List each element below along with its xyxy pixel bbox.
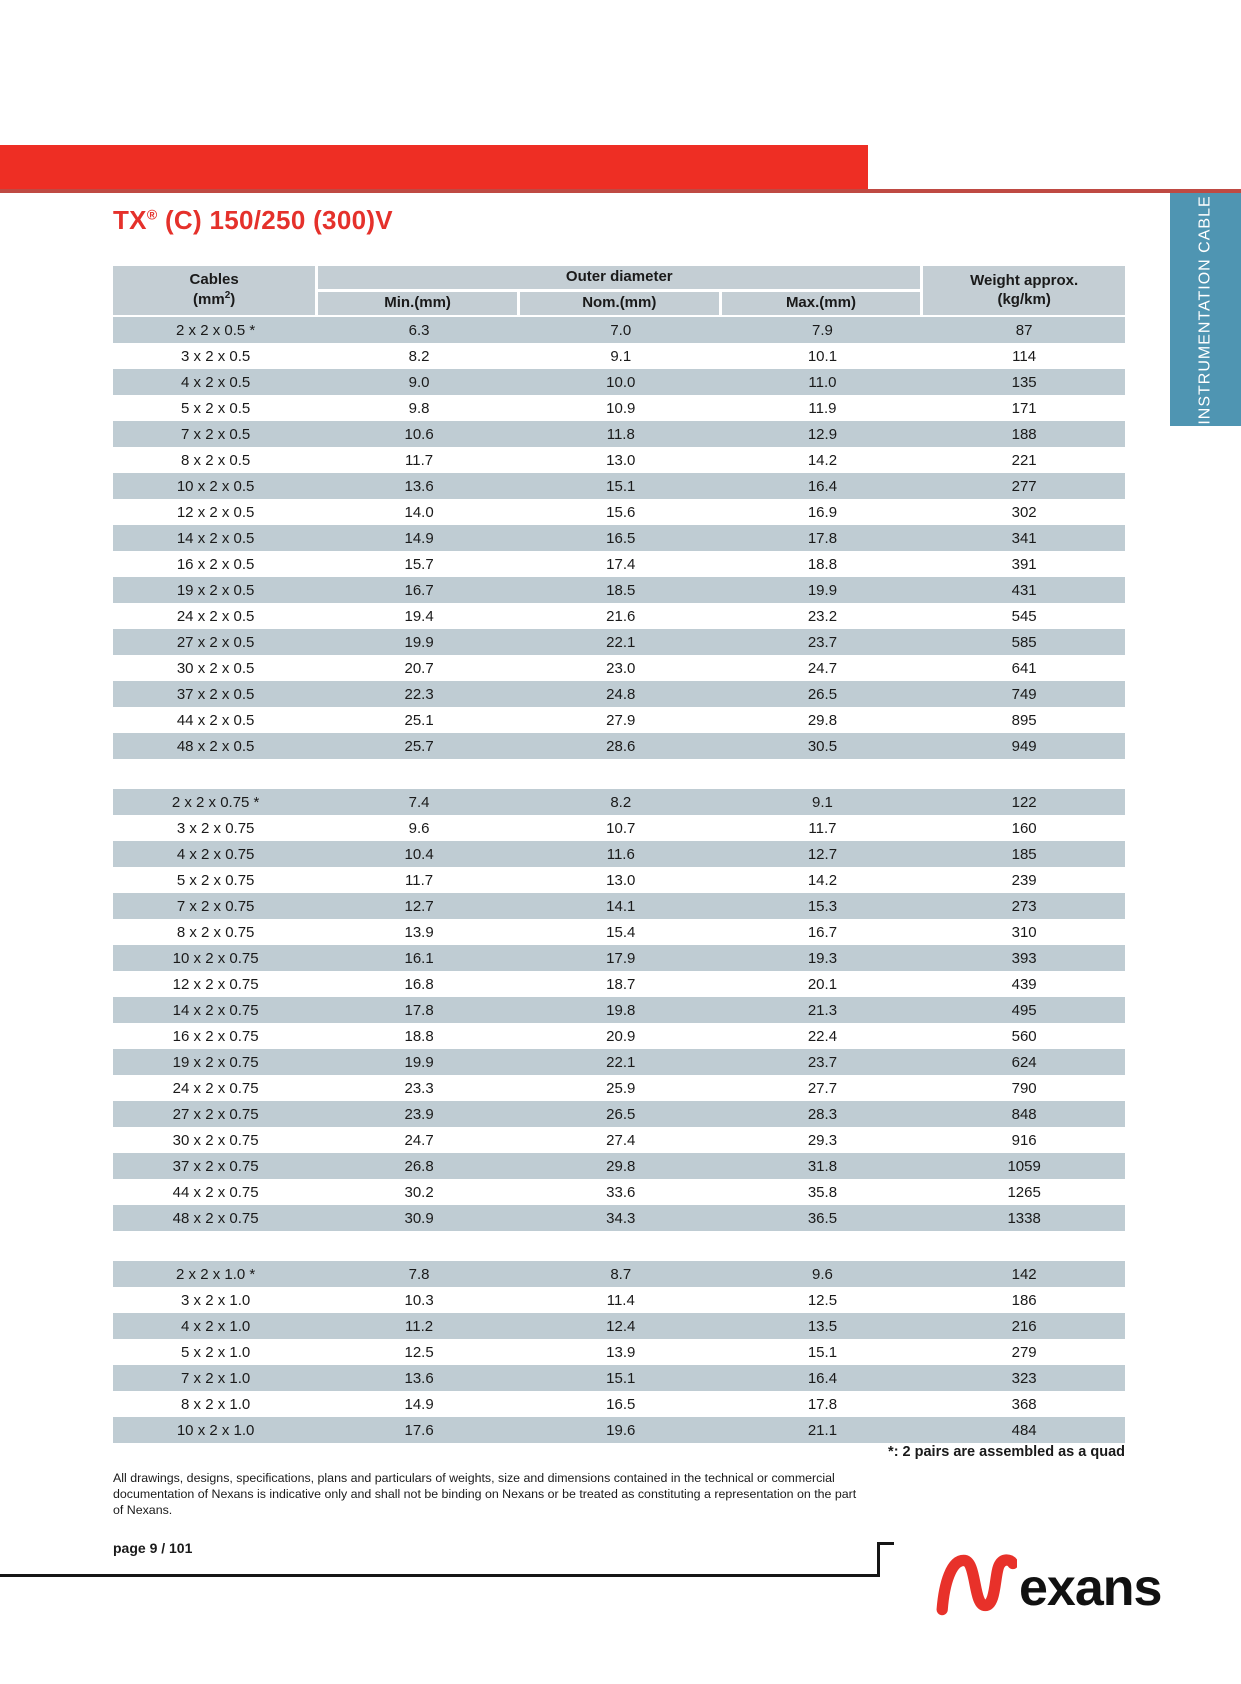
min-diameter-cell: 11.7 [318,447,520,473]
table-row [113,1075,1125,1101]
table-row [113,447,1125,473]
table-row [113,1101,1125,1127]
table-row [113,317,1125,343]
weight-cell: 1338 [923,1205,1125,1231]
table-row [113,473,1125,499]
min-diameter-cell: 17.8 [318,997,520,1023]
table-footnote: *: 2 pairs are assembled as a quad [888,1444,1125,1460]
weight-cell: 1265 [923,1179,1125,1205]
weight-cell: 188 [923,421,1125,447]
table-row [113,603,1125,629]
nom-diameter-cell: 9.1 [520,343,722,369]
max-diameter-cell: 20.1 [722,971,924,997]
weight-cell: 368 [923,1391,1125,1417]
max-diameter-cell: 22.4 [722,1023,924,1049]
nom-diameter-cell: 26.5 [520,1101,722,1127]
max-diameter-cell: 31.8 [722,1153,924,1179]
table-row [113,919,1125,945]
nom-diameter-cell: 27.4 [520,1127,722,1153]
min-diameter-cell: 12.5 [318,1339,520,1365]
min-diameter-cell: 16.7 [318,577,520,603]
nom-diameter-cell: 15.4 [520,919,722,945]
weight-cell: 310 [923,919,1125,945]
cable-size-cell: 27 x 2 x 0.5 [113,629,318,655]
min-diameter-cell: 24.7 [318,1127,520,1153]
min-diameter-cell: 7.4 [318,789,520,815]
max-diameter-cell: 21.1 [722,1417,924,1443]
cable-size-cell: 2 x 2 x 0.5 * [113,317,318,343]
cable-size-cell: 37 x 2 x 0.5 [113,681,318,707]
max-diameter-cell: 11.0 [722,369,924,395]
weight-cell: 391 [923,551,1125,577]
max-diameter-cell: 13.5 [722,1313,924,1339]
nom-diameter-cell: 34.3 [520,1205,722,1231]
cable-size-cell: 27 x 2 x 0.75 [113,1101,318,1127]
min-diameter-cell: 30.2 [318,1179,520,1205]
cable-size-cell: 14 x 2 x 0.75 [113,997,318,1023]
footer-rule-stub [877,1542,894,1545]
cable-size-cell: 3 x 2 x 0.5 [113,343,318,369]
min-diameter-cell: 14.0 [318,499,520,525]
weight-cell: 279 [923,1339,1125,1365]
cable-size-cell: 14 x 2 x 0.5 [113,525,318,551]
cable-size-cell: 44 x 2 x 0.75 [113,1179,318,1205]
cable-size-cell: 19 x 2 x 0.75 [113,1049,318,1075]
nom-diameter-cell: 15.1 [520,473,722,499]
min-diameter-cell: 23.3 [318,1075,520,1101]
min-diameter-cell: 11.7 [318,867,520,893]
weight-cell: 142 [923,1261,1125,1287]
nom-diameter-cell: 23.0 [520,655,722,681]
max-diameter-cell: 12.9 [722,421,924,447]
weight-cell: 790 [923,1075,1125,1101]
weight-cell: 302 [923,499,1125,525]
max-diameter-cell: 16.7 [722,919,924,945]
weight-cell: 949 [923,733,1125,759]
cable-size-cell: 30 x 2 x 0.5 [113,655,318,681]
max-diameter-cell: 28.3 [722,1101,924,1127]
weight-cell: 273 [923,893,1125,919]
nom-diameter-cell: 11.6 [520,841,722,867]
weight-cell: 171 [923,395,1125,421]
column-header-outer-diameter: Outer diameter [318,266,923,292]
table-row [113,655,1125,681]
spec-table-body [113,317,1125,1443]
max-diameter-cell: 16.4 [722,473,924,499]
min-diameter-cell: 8.2 [318,343,520,369]
min-diameter-cell: 16.8 [318,971,520,997]
min-diameter-cell: 23.9 [318,1101,520,1127]
min-diameter-cell: 19.4 [318,603,520,629]
nexans-n-icon [935,1552,1017,1616]
table-row [113,1391,1125,1417]
registered-trademark-icon: ® [146,206,158,223]
weight-cell: 114 [923,343,1125,369]
nom-diameter-cell: 22.1 [520,1049,722,1075]
table-row [113,893,1125,919]
cable-size-cell: 16 x 2 x 0.5 [113,551,318,577]
cable-size-cell: 4 x 2 x 0.75 [113,841,318,867]
max-diameter-cell: 12.7 [722,841,924,867]
max-diameter-cell: 14.2 [722,867,924,893]
weight-cell: 545 [923,603,1125,629]
cable-size-cell: 4 x 2 x 1.0 [113,1313,318,1339]
column-header-max: Max.(mm) [722,292,924,317]
max-diameter-cell: 15.3 [722,893,924,919]
nom-diameter-cell: 20.9 [520,1023,722,1049]
cable-size-cell: 8 x 2 x 1.0 [113,1391,318,1417]
weight-cell: 484 [923,1417,1125,1443]
nom-diameter-cell: 7.0 [520,317,722,343]
max-diameter-cell: 17.8 [722,525,924,551]
header-red-bar [0,145,868,189]
nom-diameter-cell: 16.5 [520,1391,722,1417]
max-diameter-cell: 30.5 [722,733,924,759]
max-diameter-cell: 12.5 [722,1287,924,1313]
max-diameter-cell: 23.7 [722,1049,924,1075]
max-diameter-cell: 9.1 [722,789,924,815]
nom-diameter-cell: 24.8 [520,681,722,707]
weight-cell: 431 [923,577,1125,603]
header-accent-line [0,189,1241,193]
max-diameter-cell: 21.3 [722,997,924,1023]
nom-diameter-cell: 11.8 [520,421,722,447]
weight-cell: 239 [923,867,1125,893]
table-row [113,421,1125,447]
table-row [113,997,1125,1023]
nom-diameter-cell: 17.4 [520,551,722,577]
max-diameter-cell: 16.4 [722,1365,924,1391]
min-diameter-cell: 22.3 [318,681,520,707]
cable-size-cell: 7 x 2 x 1.0 [113,1365,318,1391]
column-header-nom: Nom.(mm) [520,292,722,317]
cable-size-cell: 24 x 2 x 0.75 [113,1075,318,1101]
min-diameter-cell: 12.7 [318,893,520,919]
cable-size-cell: 12 x 2 x 0.5 [113,499,318,525]
cable-spec-table [113,266,1125,1443]
nom-diameter-cell: 8.2 [520,789,722,815]
page-title-prefix: TX [113,205,147,235]
max-diameter-cell: 23.7 [722,629,924,655]
min-diameter-cell: 11.2 [318,1313,520,1339]
column-header-min: Min.(mm) [318,292,520,317]
min-diameter-cell: 13.6 [318,473,520,499]
table-row [113,551,1125,577]
nom-diameter-cell: 29.8 [520,1153,722,1179]
table-row [113,1023,1125,1049]
footer-rule-vertical-step [877,1542,880,1577]
nom-diameter-cell: 10.9 [520,395,722,421]
nom-diameter-cell: 22.1 [520,629,722,655]
nom-diameter-cell: 18.7 [520,971,722,997]
nom-diameter-cell: 27.9 [520,707,722,733]
max-diameter-cell: 24.7 [722,655,924,681]
nom-diameter-cell: 10.0 [520,369,722,395]
max-diameter-cell: 26.5 [722,681,924,707]
nexans-logo-text: exans [1019,1559,1162,1617]
table-row [113,681,1125,707]
table-row [113,1339,1125,1365]
nom-diameter-cell: 16.5 [520,525,722,551]
table-row [113,707,1125,733]
min-diameter-cell: 14.9 [318,525,520,551]
page-title [113,205,393,236]
min-diameter-cell: 13.6 [318,1365,520,1391]
min-diameter-cell: 10.4 [318,841,520,867]
table-row [113,1049,1125,1075]
min-diameter-cell: 10.6 [318,421,520,447]
max-diameter-cell: 14.2 [722,447,924,473]
min-diameter-cell: 14.9 [318,1391,520,1417]
max-diameter-cell: 19.9 [722,577,924,603]
table-row [113,577,1125,603]
nom-diameter-cell: 14.1 [520,893,722,919]
weight-cell: 749 [923,681,1125,707]
min-diameter-cell: 17.6 [318,1417,520,1443]
max-diameter-cell: 15.1 [722,1339,924,1365]
table-row [113,525,1125,551]
table-row [113,841,1125,867]
weight-cell: 916 [923,1127,1125,1153]
table-row [113,1127,1125,1153]
nom-diameter-cell: 15.6 [520,499,722,525]
nom-diameter-cell: 18.5 [520,577,722,603]
table-row [113,1365,1125,1391]
nom-diameter-cell: 19.6 [520,1417,722,1443]
max-diameter-cell: 23.2 [722,603,924,629]
weight-cell: 560 [923,1023,1125,1049]
max-diameter-cell: 18.8 [722,551,924,577]
weight-cell: 641 [923,655,1125,681]
cable-size-cell: 3 x 2 x 1.0 [113,1287,318,1313]
cable-size-cell: 30 x 2 x 0.75 [113,1127,318,1153]
nom-diameter-cell: 13.0 [520,867,722,893]
table-row [113,1417,1125,1443]
cable-size-cell: 8 x 2 x 0.75 [113,919,318,945]
min-diameter-cell: 26.8 [318,1153,520,1179]
nom-diameter-cell: 15.1 [520,1365,722,1391]
cable-size-cell: 8 x 2 x 0.5 [113,447,318,473]
nom-diameter-cell: 25.9 [520,1075,722,1101]
nom-diameter-cell: 21.6 [520,603,722,629]
weight-cell: 87 [923,317,1125,343]
min-diameter-cell: 6.3 [318,317,520,343]
weight-cell: 186 [923,1287,1125,1313]
weight-cell: 393 [923,945,1125,971]
min-diameter-cell: 18.8 [318,1023,520,1049]
nom-diameter-cell: 11.4 [520,1287,722,1313]
section-spacer-row [113,1231,1125,1261]
cable-size-cell: 2 x 2 x 1.0 * [113,1261,318,1287]
cable-size-cell: 3 x 2 x 0.75 [113,815,318,841]
min-diameter-cell: 9.6 [318,815,520,841]
legal-disclaimer-text: All drawings, designs, specifications, plans and particulars of weights, size and dimensions contained in the technical or commercial documentation of Nexans is indicative only and shall not be binding on Nexans or be treated as constituting a representation on the part of Nexans. [113,1471,857,1518]
cable-size-cell: 7 x 2 x 0.5 [113,421,318,447]
max-diameter-cell: 29.3 [722,1127,924,1153]
cable-size-cell: 16 x 2 x 0.75 [113,1023,318,1049]
min-diameter-cell: 9.8 [318,395,520,421]
cable-size-cell: 5 x 2 x 0.75 [113,867,318,893]
cable-size-cell: 7 x 2 x 0.75 [113,893,318,919]
column-header-cables: Cables $(mm^2)$ [113,266,318,317]
cable-size-cell: 5 x 2 x 1.0 [113,1339,318,1365]
table-row [113,369,1125,395]
weight-cell: 323 [923,1365,1125,1391]
cable-size-cell: 24 x 2 x 0.5 [113,603,318,629]
weight-cell: 585 [923,629,1125,655]
cable-size-cell: 48 x 2 x 0.75 [113,1205,318,1231]
sidebar-tab-instrumentation-cable [1170,193,1241,426]
weight-cell: 216 [923,1313,1125,1339]
weight-cell: 1059 [923,1153,1125,1179]
cable-size-cell: 37 x 2 x 0.75 [113,1153,318,1179]
max-diameter-cell: 19.3 [722,945,924,971]
cable-size-cell: 2 x 2 x 0.75 * [113,789,318,815]
table-row [113,1153,1125,1179]
weight-cell: 895 [923,707,1125,733]
weight-cell: 848 [923,1101,1125,1127]
max-diameter-cell: 10.1 [722,343,924,369]
min-diameter-cell: 19.9 [318,629,520,655]
column-header-weight: Weight approx. (kg/km) [923,266,1125,317]
cable-size-cell: 19 x 2 x 0.5 [113,577,318,603]
min-diameter-cell: 10.3 [318,1287,520,1313]
page-number: page 9 / 101 [113,1540,193,1556]
cable-size-cell: 10 x 2 x 1.0 [113,1417,318,1443]
weight-cell: 341 [923,525,1125,551]
table-row [113,343,1125,369]
max-diameter-cell: 29.8 [722,707,924,733]
section-spacer-row [113,759,1125,789]
max-diameter-cell: 35.8 [722,1179,924,1205]
nom-diameter-cell: 8.7 [520,1261,722,1287]
cable-size-cell: 4 x 2 x 0.5 [113,369,318,395]
table-row [113,1179,1125,1205]
weight-cell: 277 [923,473,1125,499]
table-row [113,945,1125,971]
max-diameter-cell: 9.6 [722,1261,924,1287]
min-diameter-cell: 25.7 [318,733,520,759]
cable-size-cell: 44 x 2 x 0.5 [113,707,318,733]
weight-cell: 135 [923,369,1125,395]
table-row [113,499,1125,525]
max-diameter-cell: 36.5 [722,1205,924,1231]
nom-diameter-cell: 10.7 [520,815,722,841]
table-row [113,867,1125,893]
min-diameter-cell: 20.7 [318,655,520,681]
sidebar-tab-label: INSTRUMENTATION CABLE [1196,194,1214,425]
table-row [113,1287,1125,1313]
table-row [113,629,1125,655]
min-diameter-cell: 16.1 [318,945,520,971]
cable-size-cell: 48 x 2 x 0.5 [113,733,318,759]
weight-cell: 495 [923,997,1125,1023]
page-title-suffix: (C) 150/250 (300)V [157,205,393,235]
cable-size-cell: 5 x 2 x 0.5 [113,395,318,421]
max-diameter-cell: 7.9 [722,317,924,343]
max-diameter-cell: 17.8 [722,1391,924,1417]
footer-rule-horizontal [0,1574,880,1577]
table-row [113,1313,1125,1339]
table-row [113,733,1125,759]
min-diameter-cell: 25.1 [318,707,520,733]
table-row [113,1205,1125,1231]
min-diameter-cell: 30.9 [318,1205,520,1231]
max-diameter-cell: 11.9 [722,395,924,421]
min-diameter-cell: 7.8 [318,1261,520,1287]
table-row [113,815,1125,841]
weight-cell: 122 [923,789,1125,815]
cable-size-cell: 10 x 2 x 0.5 [113,473,318,499]
weight-cell: 439 [923,971,1125,997]
weight-cell: 185 [923,841,1125,867]
min-diameter-cell: 9.0 [318,369,520,395]
min-diameter-cell: 13.9 [318,919,520,945]
table-row [113,971,1125,997]
nom-diameter-cell: 19.8 [520,997,722,1023]
min-diameter-cell: 19.9 [318,1049,520,1075]
nom-diameter-cell: 12.4 [520,1313,722,1339]
table-row [113,789,1125,815]
weight-cell: 160 [923,815,1125,841]
max-diameter-cell: 11.7 [722,815,924,841]
nom-diameter-cell: 13.9 [520,1339,722,1365]
max-diameter-cell: 16.9 [722,499,924,525]
weight-cell: 624 [923,1049,1125,1075]
nom-diameter-cell: 17.9 [520,945,722,971]
table-row [113,395,1125,421]
nom-diameter-cell: 28.6 [520,733,722,759]
nom-diameter-cell: 33.6 [520,1179,722,1205]
table-row [113,1261,1125,1287]
min-diameter-cell: 15.7 [318,551,520,577]
nexans-logo [935,1552,1161,1616]
cable-size-cell: 10 x 2 x 0.75 [113,945,318,971]
nom-diameter-cell: 13.0 [520,447,722,473]
cable-size-cell: 12 x 2 x 0.75 [113,971,318,997]
weight-cell: 221 [923,447,1125,473]
max-diameter-cell: 27.7 [722,1075,924,1101]
